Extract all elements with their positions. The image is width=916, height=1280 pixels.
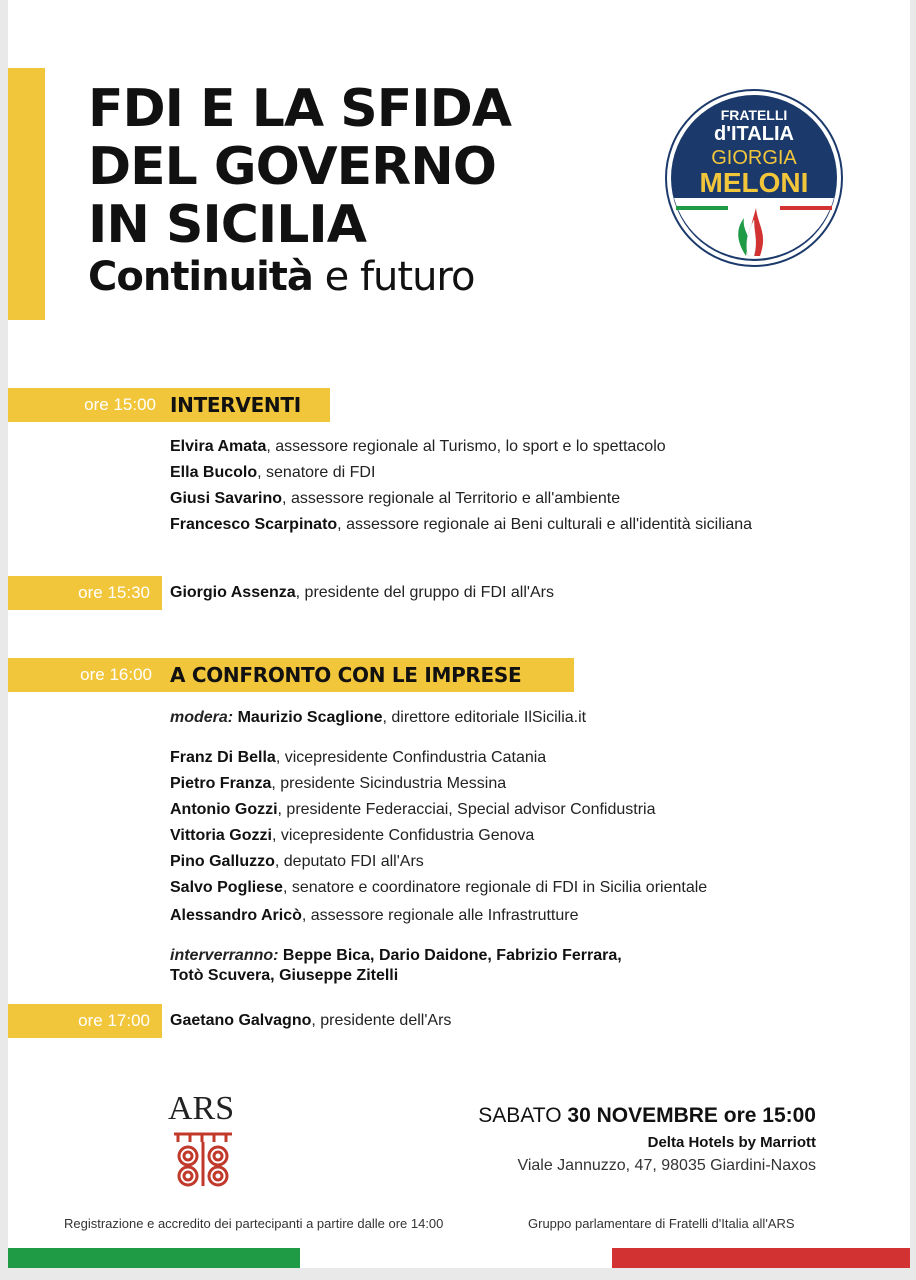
speaker-name: Gaetano Galvagno — [170, 1012, 312, 1029]
speaker-name: Alessandro Aricò — [170, 907, 302, 924]
event-subtitle — [88, 254, 474, 300]
interventions-label: interverranno: — [170, 947, 279, 964]
speaker-role: , assessore regionale ai Beni culturali e all'identità siciliana — [337, 516, 753, 533]
logo-text-italia: d'ITALIA — [714, 123, 794, 145]
speaker-role: , presidente dell'Ars — [311, 1012, 452, 1029]
time-label-1500: ore 15:00 — [84, 395, 156, 414]
speaker-line — [170, 878, 707, 898]
time-band-1530 — [8, 576, 162, 610]
speaker-role: , assessore regionale al Turismo, lo sport e lo spettacolo — [266, 438, 666, 455]
speaker-line — [170, 748, 546, 768]
time-label-1600: ore 16:00 — [80, 665, 152, 684]
ars-logo — [168, 1090, 238, 1193]
event-date — [478, 1104, 816, 1128]
speaker-role: , assessore regionale alle Infrastrutture — [301, 907, 579, 924]
speaker-name: Salvo Pogliese — [170, 879, 283, 896]
time-label-1700: ore 17:00 — [78, 1011, 150, 1030]
ars-logo-text: ARS — [168, 1090, 235, 1127]
logo-text-fratelli: FRATELLI — [720, 107, 788, 123]
flyer-page — [8, 0, 910, 1268]
speaker-name: Giorgio Assenza — [170, 584, 296, 601]
speaker-name: Giusi Savarino — [170, 490, 283, 507]
speaker-line — [170, 489, 620, 509]
title-line-1: FDI E LA SFIDA — [88, 79, 511, 139]
time-band-1700 — [8, 1004, 162, 1038]
section-heading-interventi: INTERVENTI — [170, 393, 301, 417]
footer-registration: Registrazione e accredito dei partecipanti a partire dalle ore 14:00 — [64, 1216, 444, 1231]
ars-emblem-icon — [168, 1128, 238, 1188]
speaker-line — [170, 583, 554, 603]
moderator-name: Maurizio Scaglione — [233, 709, 383, 726]
flag-green-stripe — [8, 1248, 300, 1268]
speaker-name: Pietro Franza — [170, 775, 272, 792]
event-title — [88, 80, 511, 254]
speaker-name: Francesco Scarpinato — [170, 516, 338, 533]
moderator-line — [170, 708, 586, 728]
subtitle-rest: e futuro — [312, 254, 475, 300]
event-venue: Delta Hotels by Marriott — [647, 1134, 816, 1151]
interventions-names-1: Beppe Bica, Dario Daidone, Fabrizio Ferrara, — [278, 947, 622, 964]
fratelli-ditalia-logo — [664, 88, 844, 268]
speaker-line — [170, 852, 424, 872]
moderator-role: , direttore editoriale IlSicilia.it — [382, 709, 587, 726]
speaker-role: , assessore regionale al Territorio e all'ambiente — [282, 490, 621, 507]
speaker-line — [170, 826, 534, 846]
speaker-role: , deputato FDI all'Ars — [274, 853, 424, 870]
event-address: Viale Jannuzzo, 47, 98035 Giardini-Naxos — [517, 1157, 816, 1174]
speaker-role: , presidente Sicindustria Messina — [271, 775, 507, 792]
speaker-name: Vittoria Gozzi — [170, 827, 272, 844]
speaker-role: , senatore di FDI — [257, 464, 376, 481]
logo-text-giorgia: GIORGIA — [711, 147, 797, 169]
speaker-role: , presidente del gruppo di FDI all'Ars — [295, 584, 554, 601]
moderator-label: modera: — [170, 709, 234, 726]
interventions-line-1 — [170, 946, 622, 966]
speaker-role: , vicepresidente Confidustria Genova — [271, 827, 535, 844]
logo-text-meloni: MELONI — [699, 167, 809, 198]
speaker-line — [170, 800, 656, 820]
speaker-name: Franz Di Bella — [170, 749, 276, 766]
speaker-name: Elvira Amata — [170, 438, 267, 455]
time-label-1530: ore 15:30 — [78, 583, 150, 602]
footer-group: Gruppo parlamentare di Fratelli d'Italia all'ARS — [528, 1216, 795, 1231]
speaker-line — [170, 463, 375, 483]
event-date-time: 30 NOVEMBRE ore 15:00 — [567, 1104, 816, 1127]
speaker-line — [170, 906, 578, 926]
speaker-name: Antonio Gozzi — [170, 801, 278, 818]
flag-red-stripe — [612, 1248, 910, 1268]
title-line-3: IN SICILIA — [88, 195, 367, 255]
speaker-line — [170, 437, 666, 457]
subtitle-bold: Continuità — [88, 254, 313, 300]
title-line-2: DEL GOVERNO — [88, 137, 496, 197]
section-heading-imprese: A CONFRONTO CON LE IMPRESE — [170, 663, 522, 687]
speaker-name: Ella Bucolo — [170, 464, 258, 481]
event-day: SABATO — [478, 1104, 568, 1127]
speaker-role: , vicepresidente Confindustria Catania — [275, 749, 547, 766]
interventions-names-2: Totò Scuvera, Giuseppe Zitelli — [170, 967, 399, 984]
speaker-line — [170, 515, 752, 535]
speaker-line — [170, 1011, 451, 1031]
speaker-name: Pino Galluzzo — [170, 853, 275, 870]
title-accent-bar — [8, 68, 45, 320]
speaker-role: , presidente Federacciai, Special advisor Confidustria — [277, 801, 656, 818]
speaker-line — [170, 774, 506, 794]
speaker-role: , senatore e coordinatore regionale di FDI in Sicilia orientale — [282, 879, 708, 896]
interventions-line-2 — [170, 966, 398, 986]
